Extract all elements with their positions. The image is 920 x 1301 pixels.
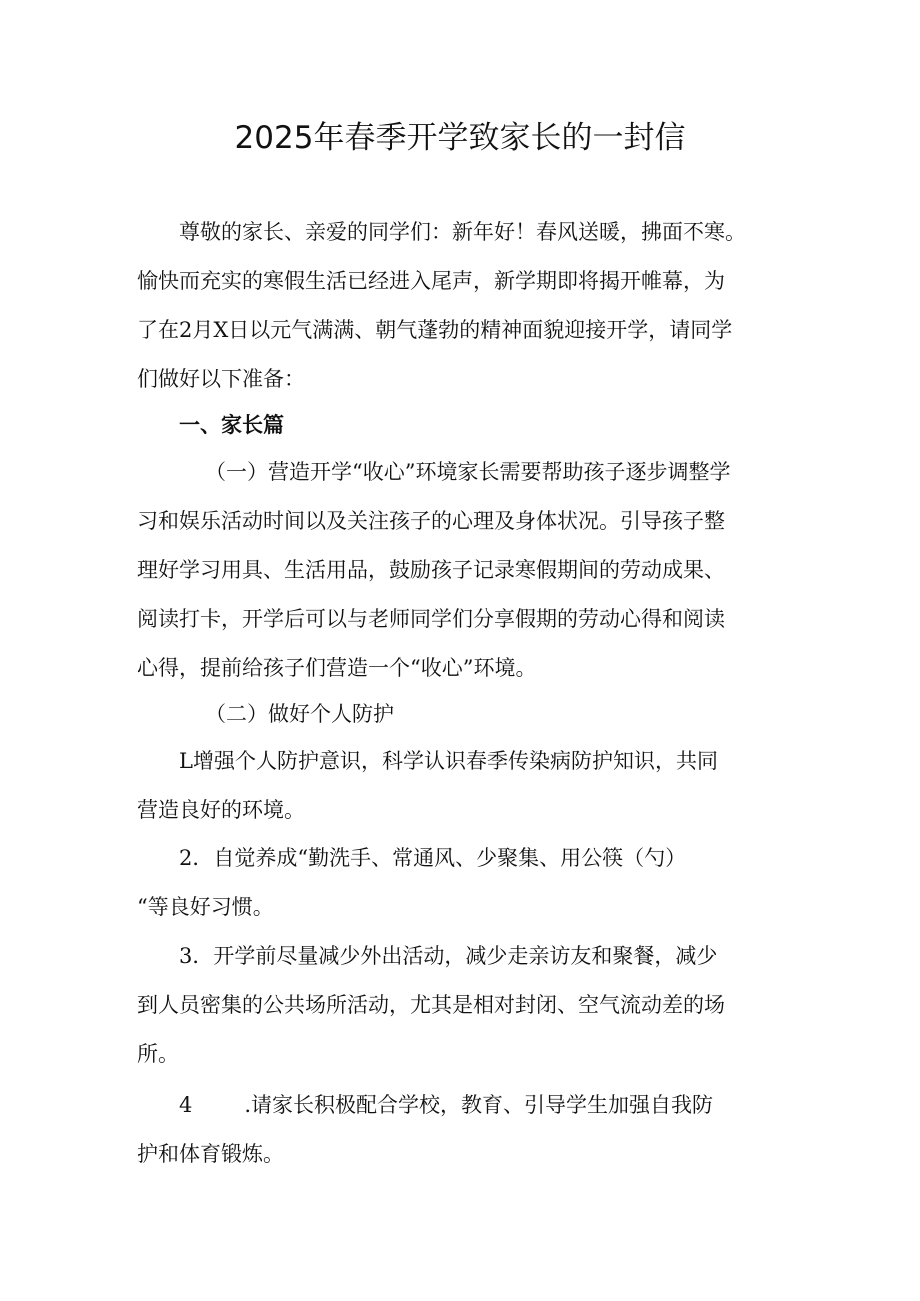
- point2-line: “等良好习惯。: [137, 895, 274, 919]
- item1-line: （一）营造开学“收心”环境家长需要帮助孩子逐步调整学: [205, 460, 731, 484]
- point4-number: 4: [179, 1093, 193, 1117]
- section-heading: [137, 400, 817, 449]
- item1-line: 心得，提前给孩子们营造一个“收心”环境。: [137, 656, 537, 680]
- intro-line: 愉快而充实的寒假生活已经进入尾声，新学期即将揭开帷幕，为: [137, 269, 725, 293]
- point1-line: 营造良好的环境。: [137, 798, 305, 822]
- point4-line: 护和体育锻炼。: [137, 1142, 284, 1166]
- item2-heading: [137, 690, 817, 739]
- item1-paragraph: [137, 448, 817, 693]
- point1-line: L增强个人防护意识，科学认识春季传染病防护知识，共同: [179, 749, 718, 773]
- item1-line: 阅读打卡，开学后可以与老师同学们分享假期的劳动心得和阅读: [137, 607, 725, 631]
- point4-first-line: [137, 1081, 817, 1130]
- point4-paragraph: [137, 1081, 817, 1179]
- point4-line: .请家长积极配合学校，教育、引导学生加强自我防: [244, 1093, 714, 1117]
- point2-paragraph: [137, 834, 817, 932]
- page-title: 2025年春季开学致家长的一封信: [234, 120, 686, 156]
- point1-paragraph: [137, 737, 817, 835]
- section-heading-text: 一、家长篇: [179, 412, 284, 437]
- point3-paragraph: [137, 932, 817, 1079]
- item1-line: 习和娱乐活动时间以及关注孩子的心理及身体状况。引导孩子整: [137, 509, 725, 533]
- intro-line: 们做好以下准备：: [137, 367, 305, 391]
- point3-line: 3．开学前尽量减少外出活动，减少走亲访友和聚餐，减少: [179, 944, 718, 968]
- item2-heading-text: （二）做好个人防护: [205, 702, 394, 726]
- point2-line: 2．自觉养成“勤洗手、常通风、少聚集、用公筷（勺）: [179, 846, 687, 870]
- intro-line: 尊敬的家长、亲爱的同学们：新年好！春风送暖，拂面不寒。: [179, 220, 746, 244]
- point3-line: 到人员密集的公共场所活动，尤其是相对封闭、空气流动差的场: [137, 993, 725, 1017]
- item1-line: 理好学习用具、生活用品，鼓励孩子记录寒假期间的劳动成果、: [137, 558, 725, 582]
- point3-line: 所。: [137, 1042, 179, 1066]
- intro-paragraph: [137, 208, 817, 404]
- intro-line: 了在2月X日以元气满满、朝气蓬勃的精神面貌迎接开学，请同学: [137, 318, 733, 342]
